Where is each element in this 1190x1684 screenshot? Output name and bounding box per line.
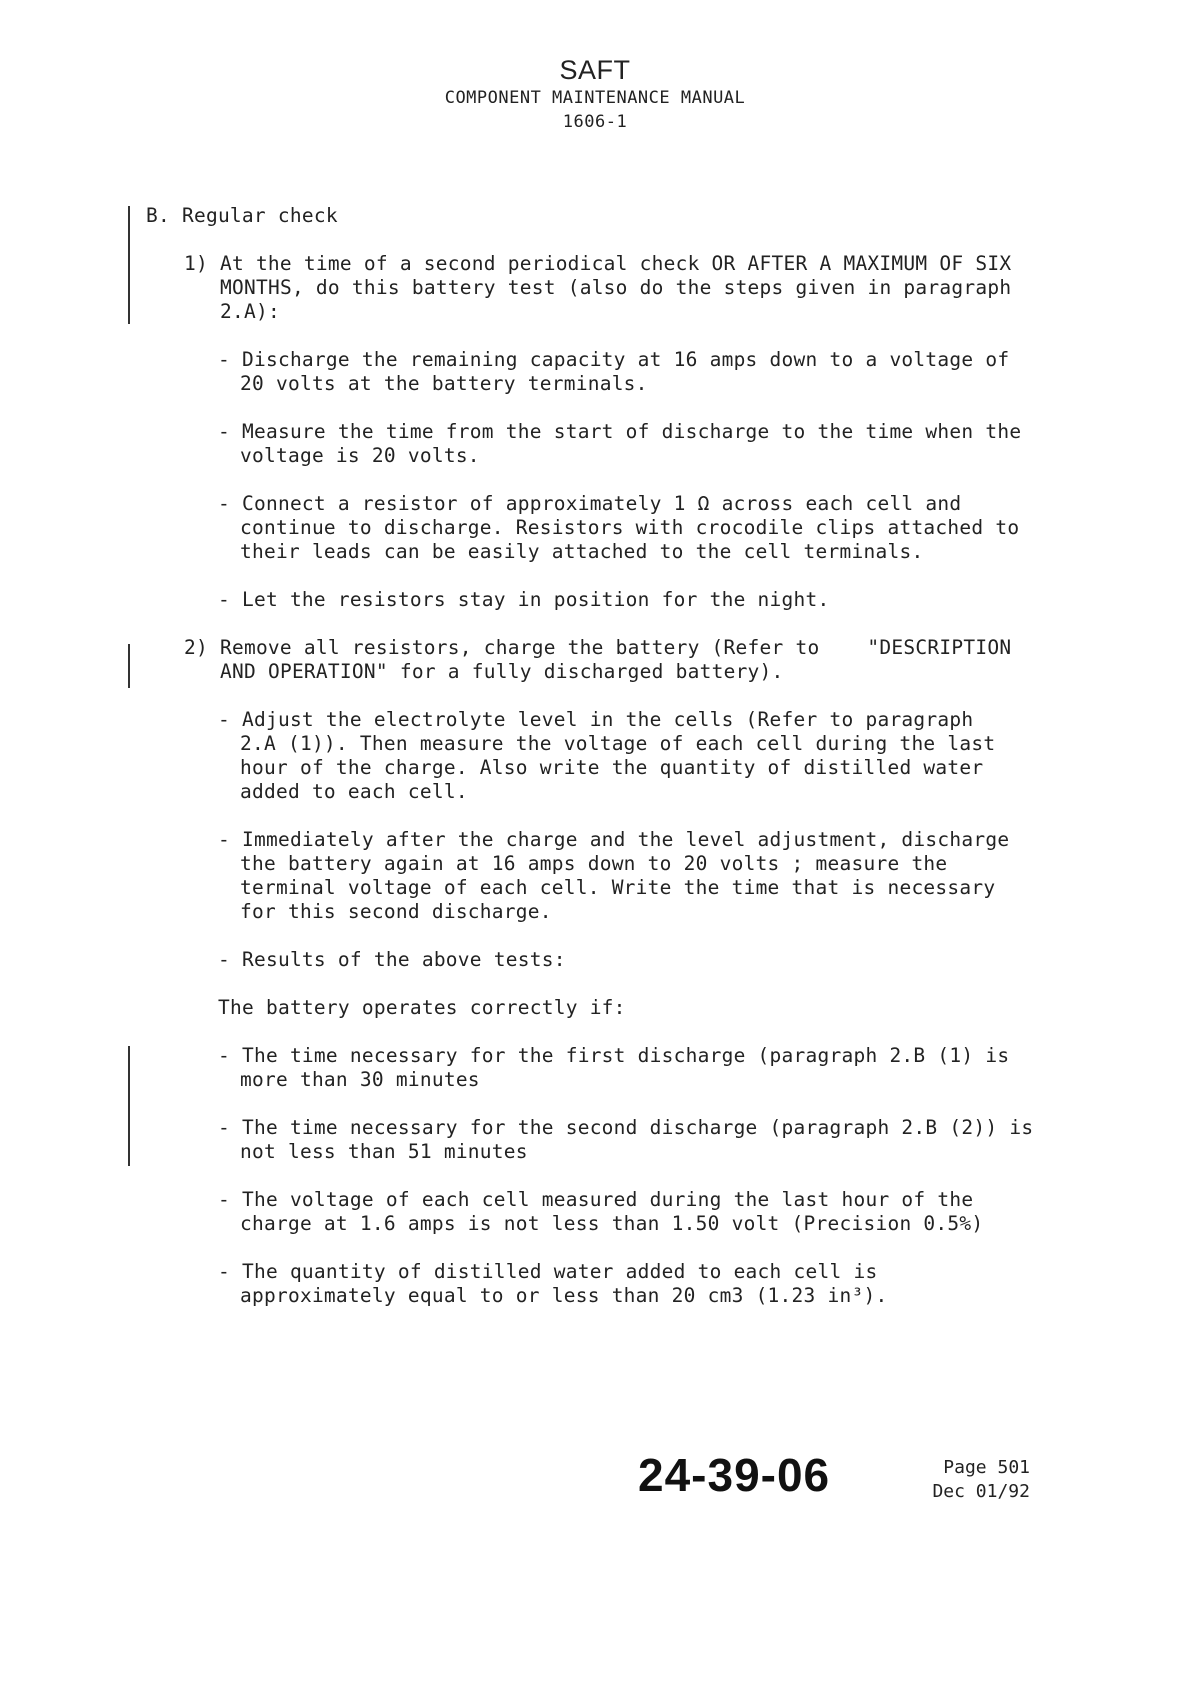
revision-bar xyxy=(128,644,130,688)
bullet-line: - Discharge the remaining capacity at 16 amps down to a voltage of xyxy=(218,348,1010,371)
page-date: Dec 01/92 xyxy=(932,1481,1030,1502)
page-header xyxy=(0,54,1190,134)
condition-line: - The time necessary for the first discharge (paragraph 2.B (1) is xyxy=(218,1044,1010,1067)
condition-line: approximately equal to or less than 20 cm3 (1.23 in³). xyxy=(240,1284,888,1307)
bullet-line: - Immediately after the charge and the level adjustment, discharge xyxy=(218,828,1010,851)
revision-bar xyxy=(128,206,130,324)
bullet-line: the battery again at 16 amps down to 20 volts ; measure the xyxy=(240,852,948,875)
bullet-line: added to each cell. xyxy=(240,780,468,803)
bullet-line: - Connect a resistor of approximately 1 Ω across each cell and xyxy=(218,492,962,515)
bullet-line: - Measure the time from the start of discharge to the time when the xyxy=(218,420,1022,443)
condition-line: not less than 51 minutes xyxy=(240,1140,528,1163)
step1-line: 1) At the time of a second periodical check OR AFTER A MAXIMUM OF SIX xyxy=(184,252,1012,275)
bullet-line: their leads can be easily attached to the cell terminals. xyxy=(240,540,924,563)
bullet-line: - Adjust the electrolyte level in the cells (Refer to paragraph xyxy=(218,708,974,731)
bullet-line: 2.A (1)). Then measure the voltage of each cell during the last xyxy=(240,732,996,755)
page-info xyxy=(918,1456,1030,1504)
revision-bar xyxy=(128,1046,130,1166)
ata-chapter-number: 24-39-06 xyxy=(638,1449,831,1501)
condition-line: - The voltage of each cell measured during the last hour of the xyxy=(218,1188,974,1211)
step2-line: AND OPERATION" for a fully discharged battery). xyxy=(220,660,784,683)
condition-line: - The time necessary for the second discharge (paragraph 2.B (2)) is xyxy=(218,1116,1034,1139)
bullet-line: voltage is 20 volts. xyxy=(240,444,480,467)
company-name: SAFT xyxy=(559,55,631,85)
bullet-line: hour of the charge. Also write the quantity of distilled water xyxy=(240,756,984,779)
manual-title: COMPONENT MAINTENANCE MANUAL xyxy=(444,88,746,108)
bullet-line: continue to discharge. Resistors with crocodile clips attached to xyxy=(240,516,1020,539)
condition-line: - The quantity of distilled water added to each cell is xyxy=(218,1260,878,1283)
manual-number: 1606-1 xyxy=(562,112,628,132)
step2-line: 2) Remove all resistors, charge the battery (Refer to "DESCRIPTION xyxy=(184,636,1012,659)
bullet-line: - Results of the above tests: xyxy=(218,948,566,971)
condition-line: more than 30 minutes xyxy=(240,1068,480,1091)
bullet-line: - Let the resistors stay in position for the night. xyxy=(218,588,830,611)
step1-line: MONTHS, do this battery test (also do the steps given in paragraph xyxy=(220,276,1012,299)
step1-line: 2.A): xyxy=(220,300,280,323)
section-heading: B. Regular check xyxy=(146,204,338,227)
page-number: Page 501 xyxy=(943,1457,1030,1478)
condition-line: charge at 1.6 amps is not less than 1.50 volt (Precision 0.5%) xyxy=(240,1212,984,1235)
condition-intro: The battery operates correctly if: xyxy=(218,996,626,1019)
bullet-line: for this second discharge. xyxy=(240,900,552,923)
bullet-line: terminal voltage of each cell. Write the time that is necessary xyxy=(240,876,996,899)
bullet-line: 20 volts at the battery terminals. xyxy=(240,372,648,395)
